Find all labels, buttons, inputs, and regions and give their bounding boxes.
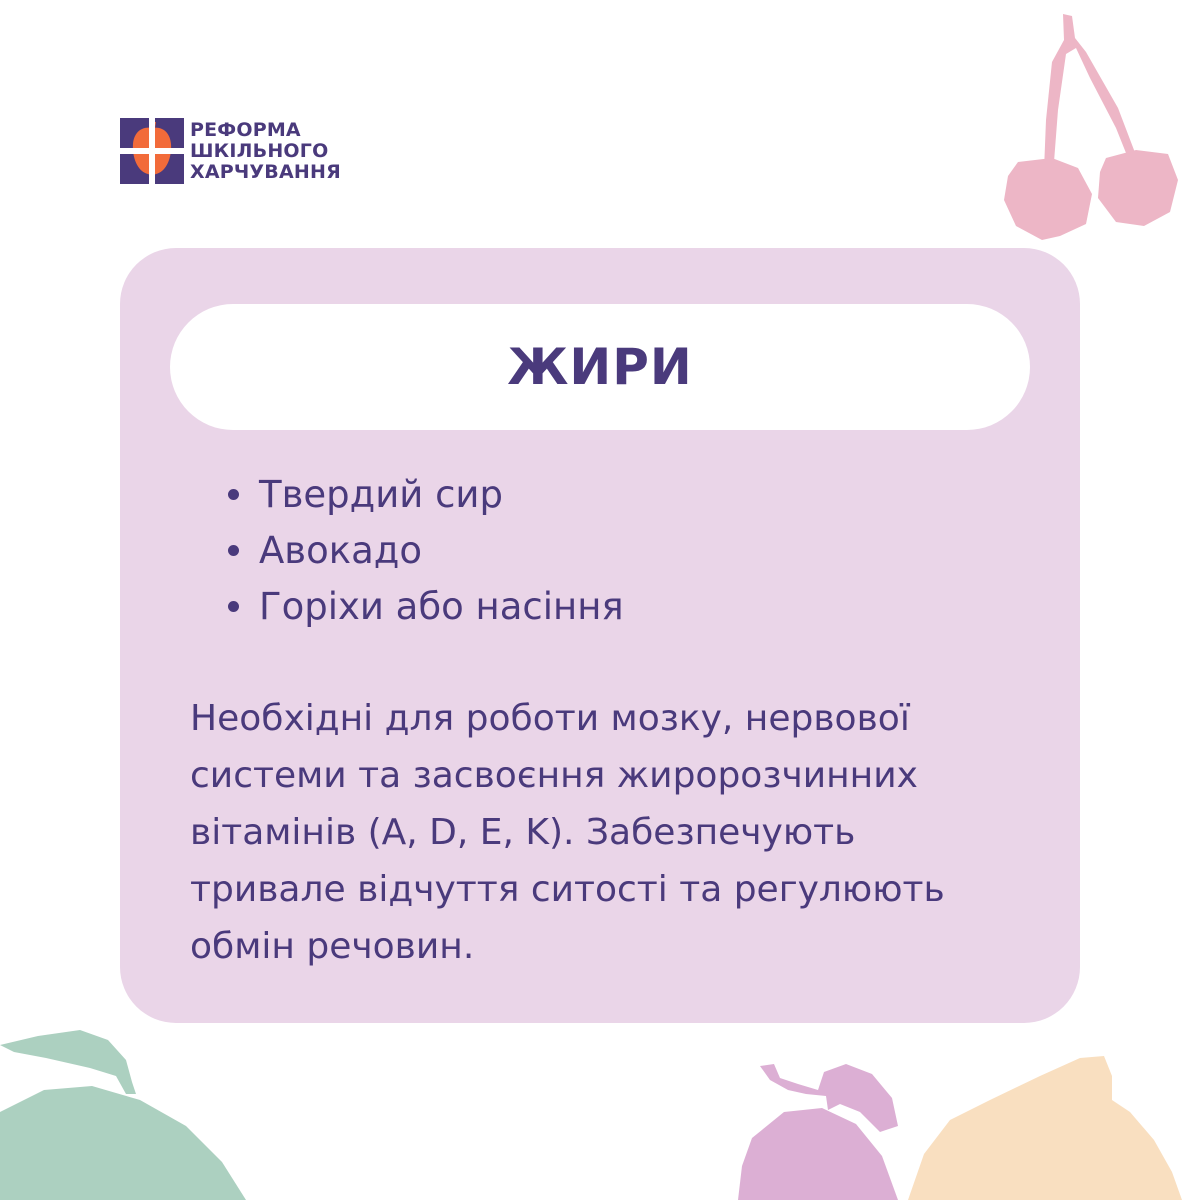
- brand-line-2: ШКІЛЬНОГО: [190, 139, 329, 162]
- description-line: обмін речовин.: [190, 926, 475, 967]
- cherries-icon: [1004, 14, 1178, 240]
- bullet-icon: [228, 545, 239, 556]
- brand-line-1: РЕФОРМА: [190, 118, 301, 141]
- list-item-label: Горіхи або насіння: [259, 584, 624, 628]
- brand-logo[interactable]: [120, 118, 341, 184]
- description-line: Необхідні для роботи мозку, нервової: [190, 698, 910, 739]
- list-item: [228, 466, 624, 522]
- title-pill: [170, 304, 1030, 430]
- list-item-label: Твердий сир: [259, 472, 503, 516]
- food-list: [228, 466, 624, 634]
- list-item: [228, 578, 624, 634]
- peach-icon: [908, 1056, 1182, 1200]
- brand-name: [190, 120, 341, 183]
- description-line: тривале відчуття ситості та регулюють: [190, 869, 945, 910]
- description-line: системи та засвоєння жиророзчинних: [190, 755, 918, 796]
- brand-line-3: ХАРЧУВАННЯ: [190, 160, 341, 183]
- green-apple-icon: [0, 1030, 246, 1200]
- list-item: [228, 522, 624, 578]
- description-line: вітамінів (A, D, E, K). Забезпечують: [190, 812, 856, 853]
- card-description: [190, 690, 1030, 975]
- bullet-icon: [228, 601, 239, 612]
- apple-cross-logo-icon: [120, 118, 184, 184]
- bullet-icon: [228, 489, 239, 500]
- list-item-label: Авокадо: [259, 528, 422, 572]
- card-title: ЖИРИ: [507, 338, 693, 396]
- plum-icon: [738, 1064, 898, 1200]
- info-card: [120, 248, 1080, 1023]
